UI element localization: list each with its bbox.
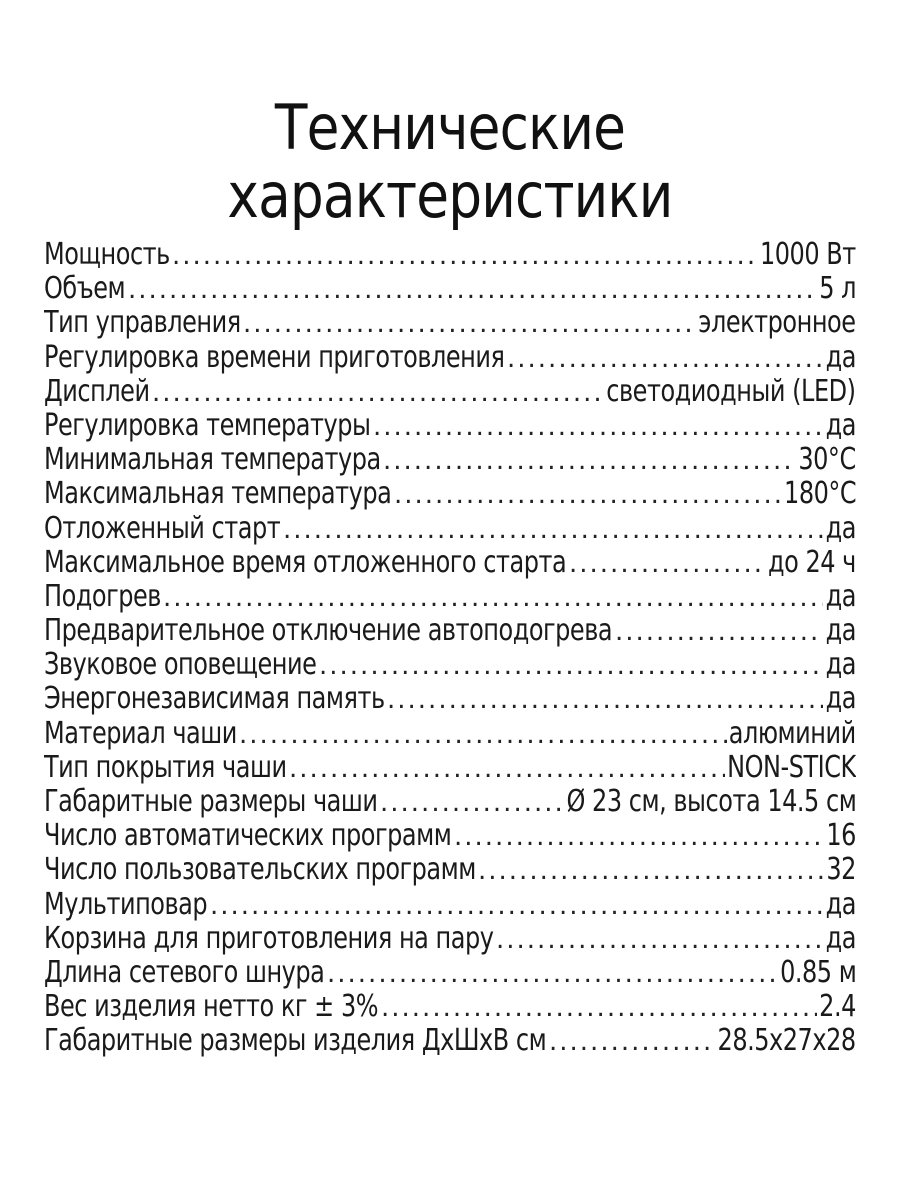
spec-label bbox=[44, 512, 281, 546]
spec-value bbox=[826, 819, 856, 853]
spec-value-text: 28.5x27x28 bbox=[717, 1024, 856, 1059]
spec-row-inner bbox=[44, 238, 856, 272]
spec-value-text: 30°С bbox=[798, 443, 856, 478]
dot-leader bbox=[163, 581, 823, 614]
spec-row bbox=[44, 888, 856, 922]
dot-leader bbox=[327, 957, 777, 990]
spec-value bbox=[768, 546, 856, 580]
spec-row-inner bbox=[44, 306, 856, 340]
spec-label bbox=[44, 990, 379, 1024]
spec-label-text: Максимальная температура bbox=[44, 477, 392, 512]
spec-label bbox=[44, 409, 371, 443]
spec-value-text: да bbox=[825, 682, 856, 717]
spec-label bbox=[44, 648, 317, 682]
spec-row bbox=[44, 477, 856, 511]
page-title bbox=[63, 90, 837, 232]
spec-value bbox=[760, 238, 856, 272]
spec-value bbox=[779, 956, 856, 990]
spec-value-text: 180°С bbox=[783, 477, 856, 512]
dot-leader bbox=[387, 683, 823, 716]
spec-label-text: Материал чаши bbox=[44, 716, 237, 751]
spec-label bbox=[44, 580, 161, 614]
spec-value bbox=[819, 272, 856, 306]
spec-row bbox=[44, 922, 856, 956]
spec-value-text: 0.85 м bbox=[779, 955, 856, 990]
spec-row bbox=[44, 238, 856, 272]
spec-value-text: да bbox=[825, 408, 856, 443]
spec-row-inner bbox=[44, 785, 856, 819]
spec-row-inner bbox=[44, 751, 856, 785]
spec-row bbox=[44, 648, 856, 682]
spec-row-inner bbox=[44, 341, 856, 375]
spec-row bbox=[44, 682, 856, 716]
dot-leader bbox=[289, 752, 725, 785]
dot-leader bbox=[394, 478, 781, 511]
spec-value-text: 1000 Вт bbox=[760, 238, 856, 272]
spec-label-text: Энергонезависимая память bbox=[44, 682, 385, 717]
spec-row-inner bbox=[44, 819, 856, 853]
spec-row-inner bbox=[44, 580, 856, 614]
spec-label-text: Тип покрытия чаши bbox=[44, 750, 287, 785]
dot-leader bbox=[172, 239, 758, 272]
spec-label-text: Габаритные размеры изделия ДхШхВ см bbox=[44, 1024, 547, 1059]
spec-value-text: 16 bbox=[826, 819, 856, 854]
spec-value-text: Ø 23 см, высота 14.5 см bbox=[566, 785, 856, 819]
spec-row-inner bbox=[44, 272, 856, 306]
spec-label bbox=[44, 546, 567, 580]
spec-value-text: да bbox=[825, 340, 856, 375]
spec-label bbox=[44, 922, 494, 956]
spec-value-text: 32 bbox=[826, 853, 856, 888]
spec-value-text: да bbox=[825, 921, 856, 956]
spec-row-inner bbox=[44, 1024, 856, 1058]
spec-value bbox=[825, 888, 856, 922]
spec-label bbox=[44, 819, 452, 853]
spec-value bbox=[825, 682, 856, 716]
spec-label-text: Число автоматических программ bbox=[44, 819, 452, 854]
spec-row bbox=[44, 956, 856, 990]
dot-leader bbox=[373, 410, 823, 443]
spec-label bbox=[44, 888, 208, 922]
spec-label-text: Регулировка времени приготовления bbox=[44, 340, 505, 375]
spec-label bbox=[44, 682, 385, 716]
spec-label bbox=[44, 272, 126, 306]
spec-label-text: Число пользовательских программ bbox=[44, 853, 476, 888]
spec-row bbox=[44, 443, 856, 477]
spec-value bbox=[717, 1024, 856, 1058]
spec-label-text: Предварительное отключение автоподогрева bbox=[44, 614, 613, 649]
spec-label bbox=[44, 1024, 547, 1058]
dot-leader bbox=[454, 820, 824, 853]
spec-row bbox=[44, 751, 856, 785]
spec-value-text: 5 л bbox=[819, 272, 856, 307]
spec-label bbox=[44, 306, 241, 340]
spec-value-text: до 24 ч bbox=[768, 545, 856, 580]
spec-value-text: светодиодный (LED) bbox=[606, 374, 856, 409]
spec-row bbox=[44, 409, 856, 443]
spec-value bbox=[819, 990, 856, 1024]
spec-label-text: Максимальное время отложенного старта bbox=[44, 545, 567, 580]
spec-label-text: Вес изделия нетто кг ± 3% bbox=[44, 990, 379, 1025]
spec-row bbox=[44, 306, 856, 340]
spec-value bbox=[825, 341, 856, 375]
spec-label-text: Звуковое оповещение bbox=[44, 648, 317, 683]
dot-leader bbox=[478, 854, 824, 887]
dot-leader bbox=[239, 718, 727, 751]
spec-row bbox=[44, 785, 856, 819]
spec-value bbox=[783, 477, 856, 511]
spec-value-text: да bbox=[825, 648, 856, 683]
spec-label bbox=[44, 238, 170, 272]
spec-label-text: Мультиповар bbox=[44, 887, 208, 922]
spec-row bbox=[44, 853, 856, 887]
spec-label-text: Минимальная температура bbox=[44, 443, 381, 478]
dot-leader bbox=[243, 307, 696, 340]
spec-value-text: алюминий bbox=[729, 716, 856, 751]
page-title-line-1: Технические bbox=[274, 90, 626, 164]
spec-row-inner bbox=[44, 546, 856, 580]
spec-label bbox=[44, 443, 381, 477]
spec-row bbox=[44, 614, 856, 648]
spec-label-text: Отложенный старт bbox=[44, 511, 281, 546]
spec-row-inner bbox=[44, 409, 856, 443]
page-title-line-2: характеристики bbox=[227, 158, 673, 232]
spec-value bbox=[825, 512, 856, 546]
spec-value bbox=[698, 306, 856, 340]
spec-label-text: Объем bbox=[44, 272, 126, 307]
dot-leader bbox=[210, 889, 823, 922]
spec-value-text: NON-STICK bbox=[727, 750, 856, 785]
spec-label-text: Корзина для приготовления на пару bbox=[44, 921, 494, 956]
spec-row-inner bbox=[44, 922, 856, 956]
spec-row-inner bbox=[44, 614, 856, 648]
spec-label bbox=[44, 853, 476, 887]
spec-value-text: да bbox=[825, 579, 856, 614]
spec-value-text: 2.4 bbox=[819, 990, 856, 1025]
spec-row bbox=[44, 717, 856, 751]
spec-row bbox=[44, 512, 856, 546]
spec-label-text: Регулировка температуры bbox=[44, 408, 371, 443]
spec-value-text: электронное bbox=[698, 306, 856, 341]
spec-row-inner bbox=[44, 512, 856, 546]
spec-value bbox=[729, 717, 856, 751]
spec-value bbox=[727, 751, 856, 785]
dot-leader bbox=[283, 513, 823, 546]
spec-row bbox=[44, 1024, 856, 1058]
dot-leader bbox=[615, 615, 823, 648]
spec-value bbox=[826, 853, 856, 887]
dot-leader bbox=[152, 376, 604, 409]
spec-label bbox=[44, 751, 287, 785]
spec-label bbox=[44, 717, 237, 751]
spec-label bbox=[44, 477, 392, 511]
dot-leader bbox=[507, 342, 823, 375]
dot-leader bbox=[128, 273, 817, 306]
dot-leader bbox=[319, 649, 823, 682]
spec-row-inner bbox=[44, 853, 856, 887]
dot-leader bbox=[381, 991, 817, 1024]
spec-row-inner bbox=[44, 956, 856, 990]
spec-row-inner bbox=[44, 888, 856, 922]
spec-row-inner bbox=[44, 443, 856, 477]
spec-row bbox=[44, 546, 856, 580]
spec-label-text: Габаритные размеры чаши bbox=[44, 785, 378, 819]
spec-label bbox=[44, 785, 378, 819]
spec-value bbox=[825, 614, 856, 648]
spec-row-inner bbox=[44, 477, 856, 511]
spec-value bbox=[825, 922, 856, 956]
spec-label bbox=[44, 375, 150, 409]
spec-value bbox=[825, 648, 856, 682]
spec-value bbox=[825, 409, 856, 443]
spec-row bbox=[44, 580, 856, 614]
spec-row bbox=[44, 272, 856, 306]
spec-row bbox=[44, 375, 856, 409]
spec-list bbox=[44, 238, 856, 1059]
spec-value-text: да bbox=[825, 614, 856, 649]
dot-leader bbox=[569, 547, 766, 580]
spec-label bbox=[44, 341, 505, 375]
spec-label-text: Подогрев bbox=[44, 579, 161, 614]
spec-label-text: Тип управления bbox=[44, 306, 241, 341]
spec-row bbox=[44, 341, 856, 375]
spec-row bbox=[44, 819, 856, 853]
spec-label-text: Мощность bbox=[44, 238, 170, 272]
spec-label bbox=[44, 956, 325, 990]
spec-row-inner bbox=[44, 648, 856, 682]
spec-label-text: Дисплей bbox=[44, 374, 150, 409]
spec-value-text: да bbox=[825, 887, 856, 922]
dot-leader bbox=[383, 444, 796, 477]
dot-leader bbox=[496, 923, 823, 956]
spec-row-inner bbox=[44, 717, 856, 751]
spec-value bbox=[825, 580, 856, 614]
spec-row-inner bbox=[44, 375, 856, 409]
spec-row-inner bbox=[44, 990, 856, 1024]
spec-value bbox=[566, 785, 856, 819]
spec-row bbox=[44, 990, 856, 1024]
spec-label-text: Длина сетевого шнура bbox=[44, 955, 325, 990]
spec-value-text: да bbox=[825, 511, 856, 546]
spec-row-inner bbox=[44, 682, 856, 716]
spec-value bbox=[798, 443, 856, 477]
spec-value bbox=[606, 375, 856, 409]
spec-label bbox=[44, 614, 613, 648]
